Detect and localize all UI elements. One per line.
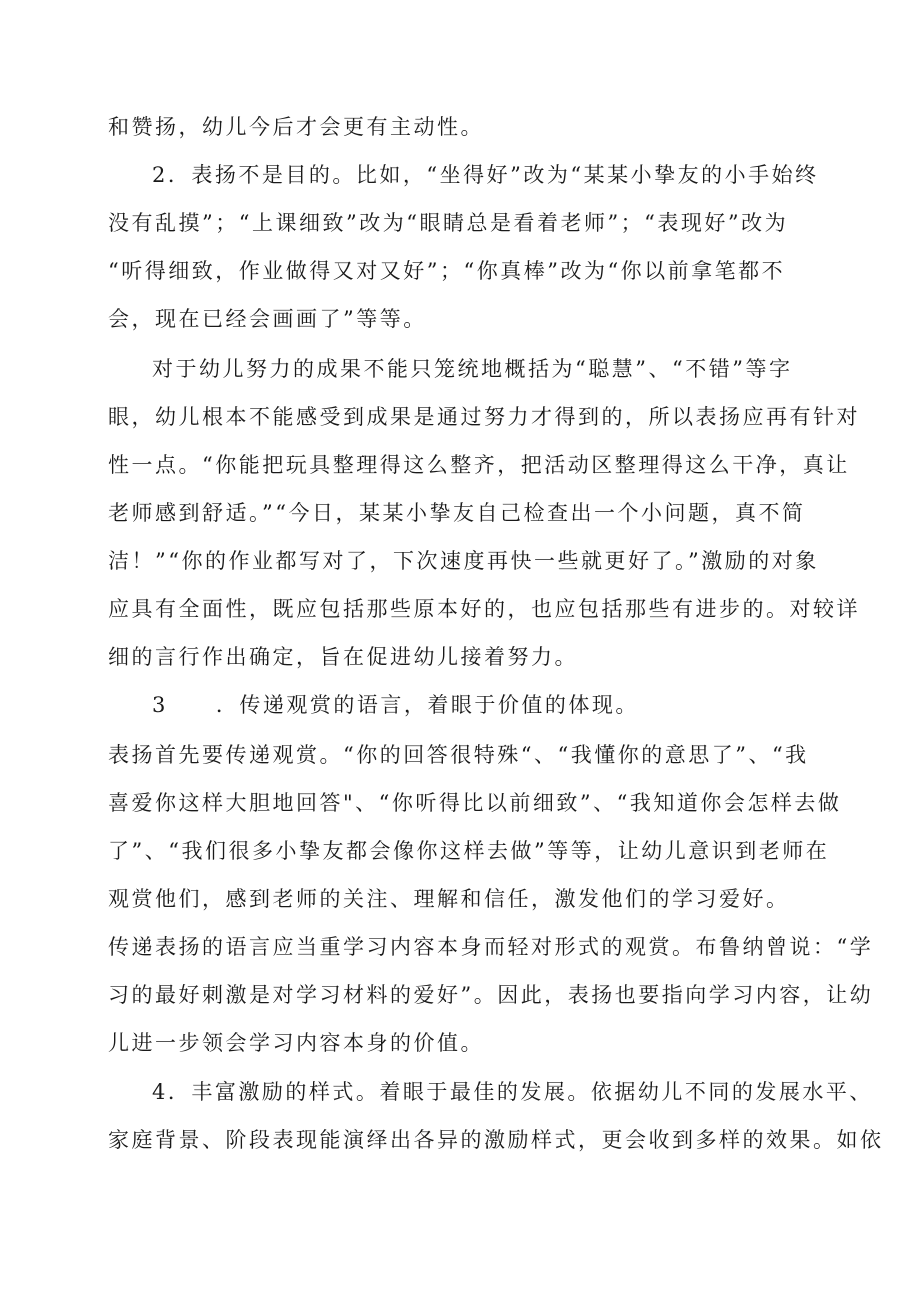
text-line-10: 洁！”“你的作业都写对了，下次速度再快一些就更好了。”激励的对象 xyxy=(108,549,819,573)
item-3-title: ．传递观赏的语言，着眼于价值的体现。 xyxy=(215,693,639,717)
text-line-18: 传递表扬的语言应当重学习内容本身而轻对形式的观赏。布鲁纳曾说：“学 xyxy=(108,935,874,959)
text-line-8: 性一点。“你能把玩具整理得这么整齐，把活动区整理得这么干净，真让 xyxy=(108,453,850,477)
text-line-22: 家庭背景、阶段表现能演绎出各异的激励样式，更会收到多样的效果。如依 xyxy=(108,1128,884,1152)
text-line-11: 应具有全面性，既应包括那些原本好的，也应包括那些有进步的。对较详 xyxy=(108,597,860,621)
text-line-7: 眼，幼儿根本不能感受到成果是通过努力才得到的，所以表扬应再有针对 xyxy=(108,405,860,429)
text-line-4: “听得细致，作业做得又对又好”；“你真棒”改为“你以前拿笔都不 xyxy=(108,259,786,283)
text-line-5: 会，现在已经会画画了”等等。 xyxy=(108,307,427,331)
item-3-number: 3 xyxy=(152,693,168,717)
text-line-15: 喜爱你这样大胆地回答"、“你听得比以前细致”、“我知道你会怎样去做 xyxy=(108,791,842,815)
text-line-17: 观赏他们，感到老师的关注、理解和信任，激发他们的学习爱好。 xyxy=(108,887,790,911)
text-line-12: 细的言行作出确定，旨在促进幼儿接着努力。 xyxy=(108,645,578,669)
text-line-3: 没有乱摸”；“上课细致”改为“眼睛总是看着老师”；“表现好”改为 xyxy=(108,211,789,235)
text-line-2: 2．表扬不是目的。比如，“坐得好”改为“某某小挚友的小手始终 xyxy=(152,163,819,187)
text-line-9: 老师感到舒适。”“今日，某某小挚友自己检查出一个小问题，真不简 xyxy=(108,501,806,525)
text-line-19: 习的最好刺激是对学习材料的爱好”。因此，表扬也要指向学习内容，让幼 xyxy=(108,983,874,1007)
text-line-6: 对于幼儿努力的成果不能只笼统地概括为“聪慧”、“不错”等字 xyxy=(152,357,793,381)
item-3-heading xyxy=(152,690,832,720)
text-line-16: 了”、“我们很多小挚友都会像你这样去做”等等，让幼儿意识到老师在 xyxy=(108,839,830,863)
text-line-1: 和赞扬，幼儿今后才会更有主动性。 xyxy=(108,115,484,139)
text-line-20: 儿进一步领会学习内容本身的价值。 xyxy=(108,1031,484,1055)
text-line-14: 表扬首先要传递观赏。“你的回答很特殊“、“我懂你的意思了”、“我 xyxy=(108,743,809,767)
text-line-21: 4．丰富激励的样式。着眼于最佳的发展。依据幼儿不同的发展水平、 xyxy=(152,1080,873,1104)
